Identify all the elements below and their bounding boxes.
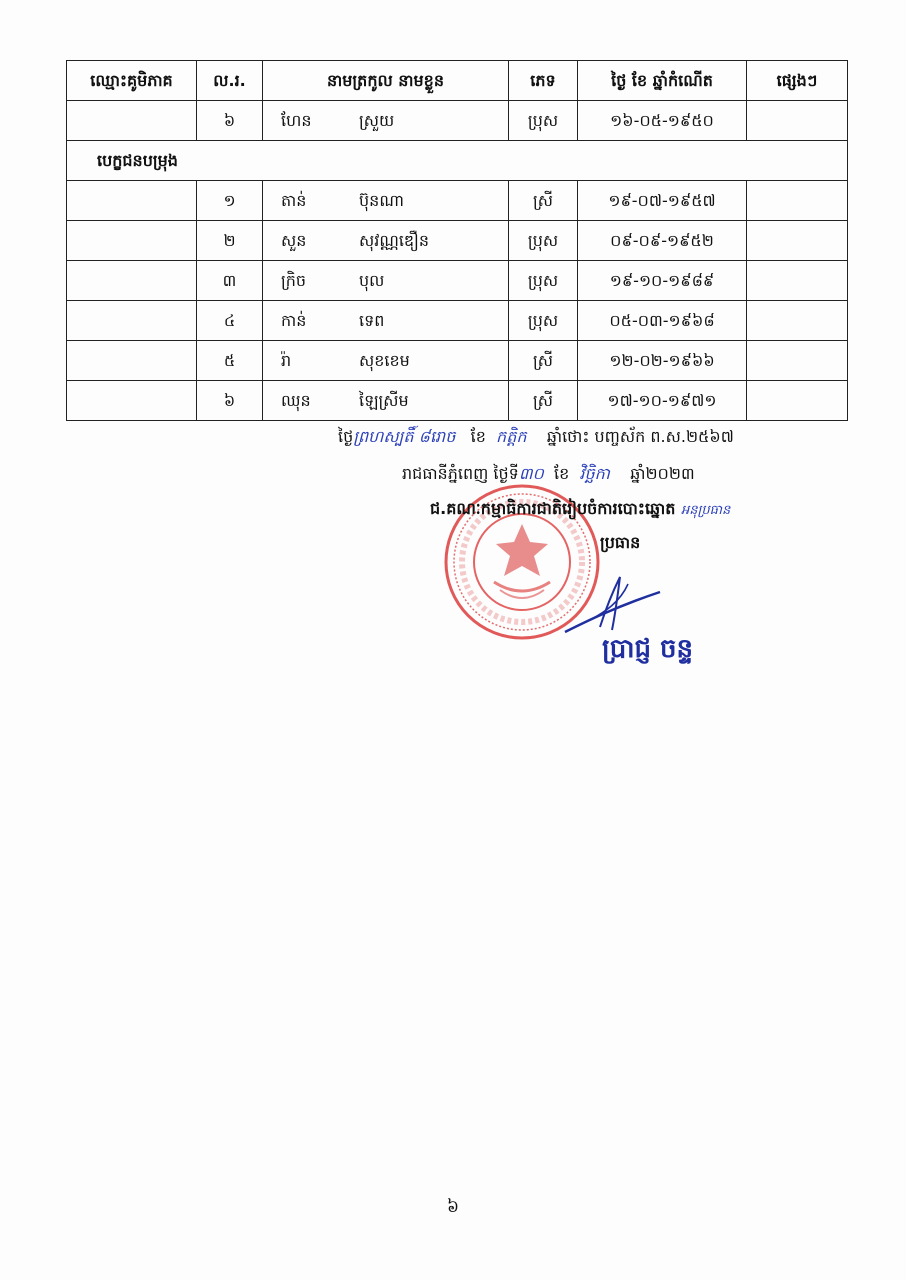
day-number: ៣០: [518, 464, 544, 483]
party-cell: [67, 101, 197, 141]
sex-cell: ប្រុស: [509, 261, 578, 301]
page-number: ៦: [446, 1197, 460, 1217]
sex-cell: ស្រី: [509, 381, 578, 421]
header-dob: ថ្ងៃ ខែ ឆ្នាំកំណើត: [578, 61, 747, 101]
party-cell: [67, 341, 197, 381]
name-cell: [263, 381, 509, 421]
given-name: សុវណ្ណឌឿន: [359, 230, 429, 250]
dob-cell: ១២-០២-១៩៦៦: [578, 341, 747, 381]
organization-line: [430, 498, 730, 522]
number-cell: ៦: [197, 381, 263, 421]
given-name: បុល: [359, 270, 385, 290]
sex-cell: ប្រុស: [509, 101, 578, 141]
dob-cell: ០៥-០៣-១៩៦៨: [578, 301, 747, 341]
year-value: ឆ្នាំ២០២៣: [630, 464, 695, 483]
header-name: នាមត្រកូល នាមខ្លួន: [263, 61, 509, 101]
table-header-row: [67, 61, 848, 101]
dob-cell: ១៩-១០-១៩៨៩: [578, 261, 747, 301]
sex-cell: ប្រុស: [509, 301, 578, 341]
reserve-section-label: បេក្ខជនបម្រុង: [67, 141, 848, 181]
family-name: ឈុន: [281, 390, 311, 410]
number-cell: ១: [197, 181, 263, 221]
day-label: ថ្ងៃ: [338, 427, 354, 446]
given-name: ឡៃស្រីម: [359, 390, 409, 410]
table-row: [67, 221, 848, 261]
note-cell: [747, 261, 848, 301]
month-label-2: ខែ: [553, 464, 570, 483]
party-cell: [67, 181, 197, 221]
given-name: ស្រួយ: [359, 110, 395, 130]
note-cell: [747, 181, 848, 221]
table-row: [67, 181, 848, 221]
number-cell: ៥: [197, 341, 263, 381]
header-number: ល.រ.: [197, 61, 263, 101]
signer-name: ប្រាជ្ញ ចន្ទ: [602, 634, 694, 664]
given-name: សុខខេម: [359, 350, 410, 370]
name-cell: [263, 301, 509, 341]
lunar-year: ឆ្នាំថោះ បញ្ចស័ក ព.ស.២៥៦៧: [546, 427, 734, 446]
month-value-2: វិច្ឆិកា: [579, 464, 610, 483]
number-cell: ៤: [197, 301, 263, 341]
role-title: ប្រធាន: [600, 533, 641, 552]
sex-cell: ស្រី: [509, 341, 578, 381]
dob-cell: ១៧-១០-១៩៧១: [578, 381, 747, 421]
day-value: ព្រហស្បតិ៍ ៨រោច: [353, 427, 456, 446]
month-label: ខែ: [470, 427, 486, 446]
table-row: [67, 261, 848, 301]
table-row: [67, 341, 848, 381]
header-party: ឈ្មោះគូមិភាគ: [67, 61, 197, 101]
section-row: [67, 141, 848, 181]
table-row: [67, 381, 848, 421]
family-name: តាន់: [281, 190, 307, 210]
family-name: ក្រិច: [281, 270, 307, 290]
name-cell: [263, 341, 509, 381]
family-name: ហែន: [281, 110, 312, 130]
party-cell: [67, 301, 197, 341]
party-cell: [67, 381, 197, 421]
table-row: [67, 301, 848, 341]
party-cell: [67, 221, 197, 261]
header-sex: ភេទ: [509, 61, 578, 101]
lunar-date-line: [338, 426, 734, 450]
note-cell: [747, 381, 848, 421]
note-cell: [747, 101, 848, 141]
candidate-table: [66, 60, 848, 421]
dob-cell: ១៩-០៧-១៩៥៧: [578, 181, 747, 221]
dob-cell: ០៩-០៩-១៩៥២: [578, 221, 747, 261]
note-cell: [747, 301, 848, 341]
name-cell: [263, 101, 509, 141]
family-name: សួន: [281, 230, 307, 250]
number-cell: ២: [197, 221, 263, 261]
organization-name: ជ.គណៈកម្មាធិការជាតិរៀបចំការបោះឆ្នោត: [430, 499, 676, 518]
number-cell: ៣: [197, 261, 263, 301]
name-cell: [263, 221, 509, 261]
note-cell: [747, 341, 848, 381]
dob-cell: ១៦-០៥-១៩៥០: [578, 101, 747, 141]
sex-cell: ប្រុស: [509, 221, 578, 261]
sex-cell: ស្រី: [509, 181, 578, 221]
name-cell: [263, 261, 509, 301]
place-date-prefix: រាជធានីភ្នំពេញ ថ្ងៃទី: [402, 464, 519, 483]
solar-date-line: [402, 463, 695, 487]
family-name: កាន់: [281, 310, 307, 330]
given-name: ប៊ុនណា: [359, 190, 404, 210]
family-name: រ៉ា: [281, 350, 292, 370]
party-cell: [67, 261, 197, 301]
name-cell: [263, 181, 509, 221]
month-value: កត្តិក: [496, 427, 527, 446]
org-handwritten-note: អនុប្រធាន: [681, 503, 731, 518]
table-row: [67, 101, 848, 141]
note-cell: [747, 221, 848, 261]
header-note: ផ្សេងៗ: [747, 61, 848, 101]
given-name: ទេព: [359, 310, 385, 330]
number-cell: ៦: [197, 101, 263, 141]
